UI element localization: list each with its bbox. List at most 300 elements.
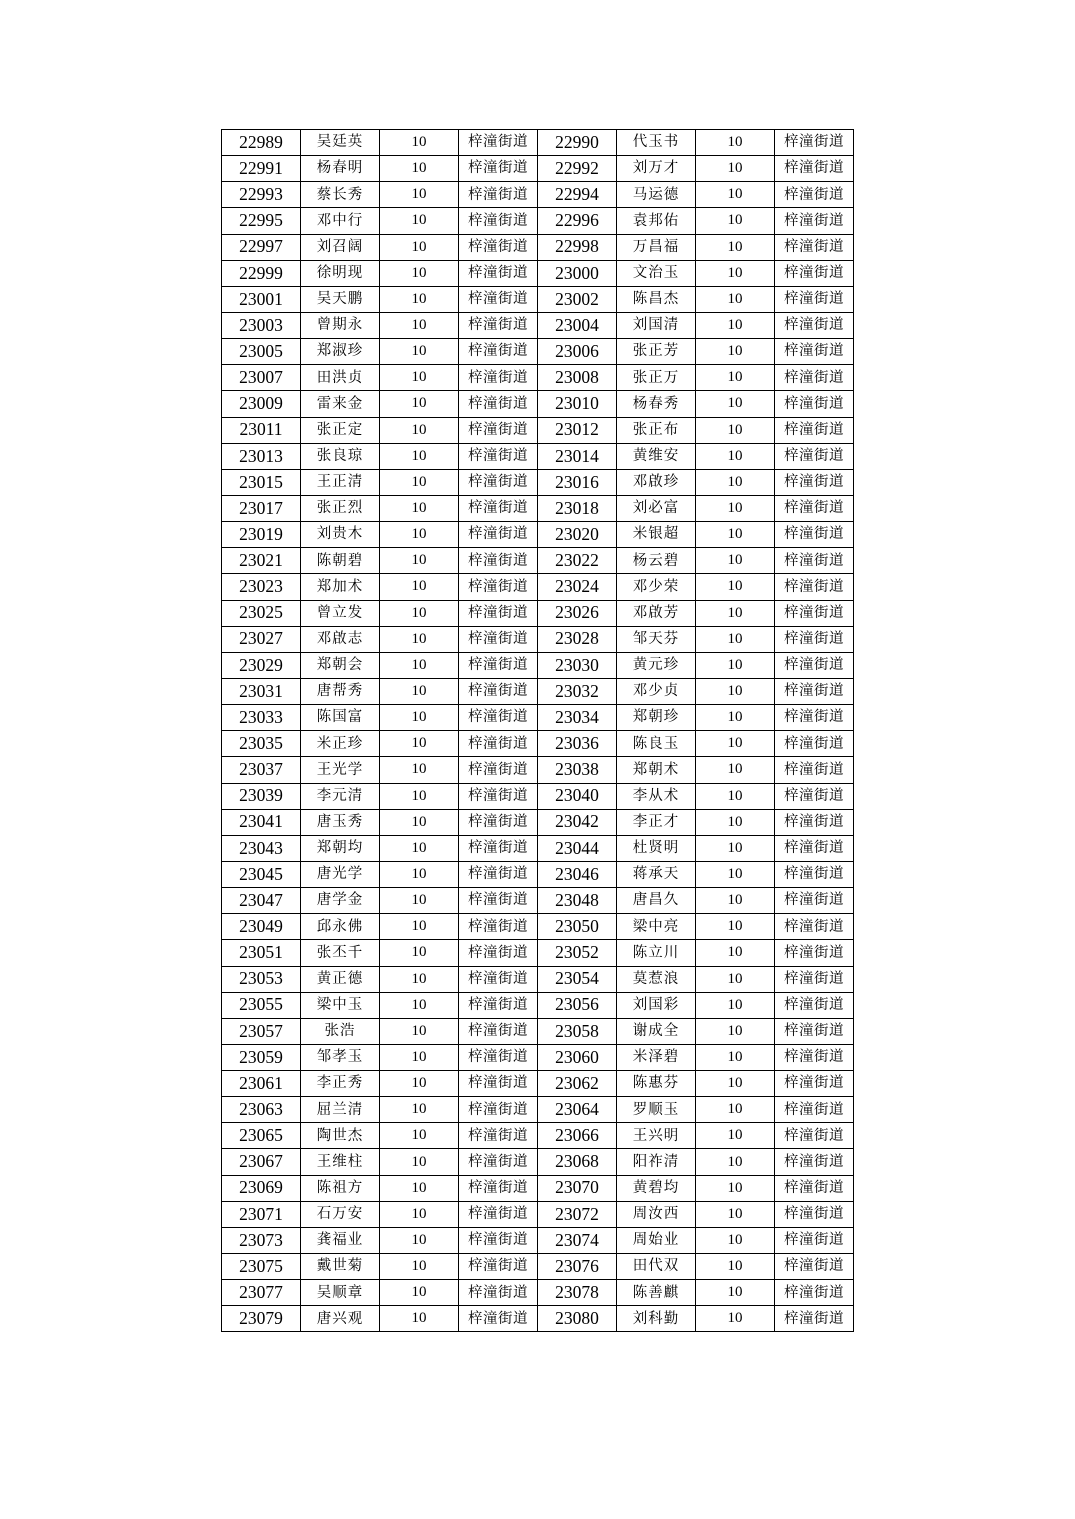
area-cell: 梓潼街道	[775, 1071, 854, 1097]
name-cell: 唐玉秀	[301, 809, 380, 835]
record-id-cell: 23006	[538, 339, 617, 365]
record-id-cell: 23019	[222, 522, 301, 548]
area-cell: 梓潼街道	[775, 940, 854, 966]
amount-cell: 10	[380, 1306, 459, 1332]
name-cell: 李元清	[301, 783, 380, 809]
area-cell: 梓潼街道	[775, 522, 854, 548]
record-id-cell: 23063	[222, 1097, 301, 1123]
name-cell: 周汝西	[617, 1201, 696, 1227]
table-row	[222, 339, 854, 365]
area-cell: 梓潼街道	[775, 626, 854, 652]
amount-cell: 10	[380, 548, 459, 574]
record-id-cell: 23023	[222, 574, 301, 600]
amount-cell: 10	[696, 522, 775, 548]
name-cell: 周始业	[617, 1227, 696, 1253]
name-cell: 戴世菊	[301, 1254, 380, 1280]
record-id-cell: 23046	[538, 861, 617, 887]
amount-cell: 10	[696, 757, 775, 783]
amount-cell: 10	[380, 182, 459, 208]
area-cell: 梓潼街道	[459, 208, 538, 234]
area-cell: 梓潼街道	[775, 1018, 854, 1044]
amount-cell: 10	[380, 1175, 459, 1201]
amount-cell: 10	[696, 574, 775, 600]
table-row	[222, 443, 854, 469]
table-row	[222, 914, 854, 940]
record-id-cell: 23035	[222, 731, 301, 757]
name-cell: 文治玉	[617, 260, 696, 286]
name-cell: 杨云碧	[617, 548, 696, 574]
record-id-cell: 23003	[222, 312, 301, 338]
record-id-cell: 23057	[222, 1018, 301, 1044]
record-id-cell: 23018	[538, 495, 617, 521]
amount-cell: 10	[380, 1018, 459, 1044]
table-row	[222, 417, 854, 443]
area-cell: 梓潼街道	[459, 705, 538, 731]
record-id-cell: 23079	[222, 1306, 301, 1332]
area-cell: 梓潼街道	[459, 626, 538, 652]
area-cell: 梓潼街道	[459, 914, 538, 940]
area-cell: 梓潼街道	[459, 1123, 538, 1149]
name-cell: 龚福业	[301, 1227, 380, 1253]
name-cell: 张正芳	[617, 339, 696, 365]
area-cell: 梓潼街道	[459, 548, 538, 574]
area-cell: 梓潼街道	[459, 156, 538, 182]
record-id-cell: 23068	[538, 1149, 617, 1175]
name-cell: 谢成全	[617, 1018, 696, 1044]
amount-cell: 10	[380, 443, 459, 469]
record-id-cell: 22996	[538, 208, 617, 234]
record-id-cell: 22990	[538, 130, 617, 156]
area-cell: 梓潼街道	[775, 888, 854, 914]
area-cell: 梓潼街道	[459, 495, 538, 521]
amount-cell: 10	[380, 522, 459, 548]
record-id-cell: 23013	[222, 443, 301, 469]
name-cell: 莫惹浪	[617, 966, 696, 992]
record-id-cell: 23009	[222, 391, 301, 417]
amount-cell: 10	[696, 208, 775, 234]
name-cell: 袁邦佑	[617, 208, 696, 234]
name-cell: 郑朝术	[617, 757, 696, 783]
name-cell: 陈立川	[617, 940, 696, 966]
amount-cell: 10	[380, 1123, 459, 1149]
name-cell: 王光学	[301, 757, 380, 783]
area-cell: 梓潼街道	[775, 1097, 854, 1123]
amount-cell: 10	[696, 1201, 775, 1227]
name-cell: 黄正德	[301, 966, 380, 992]
amount-cell: 10	[696, 1254, 775, 1280]
amount-cell: 10	[380, 312, 459, 338]
roster-table-body	[222, 130, 854, 1332]
area-cell: 梓潼街道	[459, 1254, 538, 1280]
area-cell: 梓潼街道	[775, 1175, 854, 1201]
amount-cell: 10	[696, 940, 775, 966]
amount-cell: 10	[696, 809, 775, 835]
amount-cell: 10	[696, 1071, 775, 1097]
record-id-cell: 23056	[538, 992, 617, 1018]
area-cell: 梓潼街道	[775, 600, 854, 626]
name-cell: 刘万才	[617, 156, 696, 182]
area-cell: 梓潼街道	[775, 130, 854, 156]
record-id-cell: 23047	[222, 888, 301, 914]
record-id-cell: 23060	[538, 1044, 617, 1070]
amount-cell: 10	[380, 339, 459, 365]
record-id-cell: 23053	[222, 966, 301, 992]
area-cell: 梓潼街道	[459, 757, 538, 783]
record-id-cell: 23045	[222, 861, 301, 887]
record-id-cell: 23030	[538, 652, 617, 678]
record-id-cell: 22995	[222, 208, 301, 234]
amount-cell: 10	[380, 495, 459, 521]
table-row	[222, 1123, 854, 1149]
name-cell: 曾立发	[301, 600, 380, 626]
amount-cell: 10	[380, 1280, 459, 1306]
area-cell: 梓潼街道	[459, 652, 538, 678]
amount-cell: 10	[380, 417, 459, 443]
name-cell: 杨春明	[301, 156, 380, 182]
name-cell: 蒋承天	[617, 861, 696, 887]
area-cell: 梓潼街道	[459, 443, 538, 469]
area-cell: 梓潼街道	[459, 1306, 538, 1332]
amount-cell: 10	[380, 940, 459, 966]
amount-cell: 10	[696, 731, 775, 757]
name-cell: 王正清	[301, 469, 380, 495]
record-id-cell: 22989	[222, 130, 301, 156]
area-cell: 梓潼街道	[775, 835, 854, 861]
table-row	[222, 600, 854, 626]
record-id-cell: 23020	[538, 522, 617, 548]
record-id-cell: 22997	[222, 234, 301, 260]
record-id-cell: 23022	[538, 548, 617, 574]
name-cell: 陈朝碧	[301, 548, 380, 574]
name-cell: 吴天鹏	[301, 286, 380, 312]
amount-cell: 10	[380, 966, 459, 992]
name-cell: 石万安	[301, 1201, 380, 1227]
amount-cell: 10	[696, 234, 775, 260]
table-row	[222, 495, 854, 521]
name-cell: 刘召阔	[301, 234, 380, 260]
table-row	[222, 1044, 854, 1070]
amount-cell: 10	[380, 626, 459, 652]
amount-cell: 10	[380, 600, 459, 626]
area-cell: 梓潼街道	[775, 417, 854, 443]
table-row	[222, 1227, 854, 1253]
name-cell: 张丕千	[301, 940, 380, 966]
table-row	[222, 888, 854, 914]
area-cell: 梓潼街道	[775, 1306, 854, 1332]
amount-cell: 10	[380, 731, 459, 757]
record-id-cell: 23044	[538, 835, 617, 861]
amount-cell: 10	[696, 130, 775, 156]
record-id-cell: 22993	[222, 182, 301, 208]
name-cell: 黄元珍	[617, 652, 696, 678]
area-cell: 梓潼街道	[775, 783, 854, 809]
name-cell: 马运德	[617, 182, 696, 208]
area-cell: 梓潼街道	[775, 914, 854, 940]
area-cell: 梓潼街道	[775, 574, 854, 600]
amount-cell: 10	[696, 156, 775, 182]
name-cell: 郑朝均	[301, 835, 380, 861]
record-id-cell: 22998	[538, 234, 617, 260]
record-id-cell: 23024	[538, 574, 617, 600]
amount-cell: 10	[696, 443, 775, 469]
record-id-cell: 23001	[222, 286, 301, 312]
record-id-cell: 23067	[222, 1149, 301, 1175]
area-cell: 梓潼街道	[775, 1227, 854, 1253]
amount-cell: 10	[380, 809, 459, 835]
record-id-cell: 23037	[222, 757, 301, 783]
amount-cell: 10	[380, 234, 459, 260]
name-cell: 邓啟芳	[617, 600, 696, 626]
name-cell: 张正烈	[301, 495, 380, 521]
record-id-cell: 23041	[222, 809, 301, 835]
record-id-cell: 23074	[538, 1227, 617, 1253]
amount-cell: 10	[696, 260, 775, 286]
area-cell: 梓潼街道	[459, 1071, 538, 1097]
name-cell: 黄维安	[617, 443, 696, 469]
amount-cell: 10	[380, 992, 459, 1018]
record-id-cell: 23066	[538, 1123, 617, 1149]
name-cell: 陈良玉	[617, 731, 696, 757]
area-cell: 梓潼街道	[459, 1227, 538, 1253]
amount-cell: 10	[380, 783, 459, 809]
table-row	[222, 652, 854, 678]
area-cell: 梓潼街道	[775, 339, 854, 365]
area-cell: 梓潼街道	[459, 1044, 538, 1070]
table-row	[222, 626, 854, 652]
area-cell: 梓潼街道	[775, 652, 854, 678]
area-cell: 梓潼街道	[459, 130, 538, 156]
amount-cell: 10	[380, 888, 459, 914]
name-cell: 黄碧均	[617, 1175, 696, 1201]
record-id-cell: 23071	[222, 1201, 301, 1227]
area-cell: 梓潼街道	[775, 678, 854, 704]
table-row	[222, 757, 854, 783]
area-cell: 梓潼街道	[459, 992, 538, 1018]
amount-cell: 10	[380, 574, 459, 600]
record-id-cell: 23061	[222, 1071, 301, 1097]
area-cell: 梓潼街道	[459, 940, 538, 966]
name-cell: 李从术	[617, 783, 696, 809]
table-row	[222, 992, 854, 1018]
area-cell: 梓潼街道	[775, 1254, 854, 1280]
name-cell: 刘贵木	[301, 522, 380, 548]
name-cell: 刘国彩	[617, 992, 696, 1018]
amount-cell: 10	[380, 678, 459, 704]
name-cell: 陈昌杰	[617, 286, 696, 312]
record-id-cell: 23039	[222, 783, 301, 809]
record-id-cell: 22992	[538, 156, 617, 182]
amount-cell: 10	[380, 156, 459, 182]
amount-cell: 10	[380, 705, 459, 731]
table-row	[222, 260, 854, 286]
area-cell: 梓潼街道	[775, 234, 854, 260]
record-id-cell: 23016	[538, 469, 617, 495]
table-row	[222, 365, 854, 391]
amount-cell: 10	[696, 835, 775, 861]
name-cell: 罗顺玉	[617, 1097, 696, 1123]
name-cell: 邓啟珍	[617, 469, 696, 495]
amount-cell: 10	[696, 1280, 775, 1306]
name-cell: 吴廷英	[301, 130, 380, 156]
amount-cell: 10	[696, 469, 775, 495]
area-cell: 梓潼街道	[459, 182, 538, 208]
area-cell: 梓潼街道	[775, 966, 854, 992]
record-id-cell: 23072	[538, 1201, 617, 1227]
name-cell: 万昌福	[617, 234, 696, 260]
amount-cell: 10	[696, 1123, 775, 1149]
amount-cell: 10	[696, 626, 775, 652]
area-cell: 梓潼街道	[775, 1201, 854, 1227]
amount-cell: 10	[380, 391, 459, 417]
area-cell: 梓潼街道	[775, 469, 854, 495]
amount-cell: 10	[696, 1018, 775, 1044]
record-id-cell: 23007	[222, 365, 301, 391]
area-cell: 梓潼街道	[775, 757, 854, 783]
name-cell: 唐兴观	[301, 1306, 380, 1332]
area-cell: 梓潼街道	[775, 1280, 854, 1306]
area-cell: 梓潼街道	[775, 391, 854, 417]
record-id-cell: 23004	[538, 312, 617, 338]
area-cell: 梓潼街道	[459, 260, 538, 286]
amount-cell: 10	[696, 1227, 775, 1253]
area-cell: 梓潼街道	[459, 312, 538, 338]
amount-cell: 10	[696, 678, 775, 704]
name-cell: 邓啟志	[301, 626, 380, 652]
amount-cell: 10	[380, 1149, 459, 1175]
amount-cell: 10	[696, 339, 775, 365]
amount-cell: 10	[380, 260, 459, 286]
table-row	[222, 1097, 854, 1123]
table-row	[222, 705, 854, 731]
table-row	[222, 208, 854, 234]
area-cell: 梓潼街道	[775, 705, 854, 731]
record-id-cell: 23034	[538, 705, 617, 731]
area-cell: 梓潼街道	[459, 678, 538, 704]
record-id-cell: 23050	[538, 914, 617, 940]
area-cell: 梓潼街道	[459, 888, 538, 914]
table-row	[222, 469, 854, 495]
amount-cell: 10	[380, 1097, 459, 1123]
amount-cell: 10	[696, 417, 775, 443]
record-id-cell: 23017	[222, 495, 301, 521]
amount-cell: 10	[696, 182, 775, 208]
amount-cell: 10	[380, 208, 459, 234]
area-cell: 梓潼街道	[459, 286, 538, 312]
area-cell: 梓潼街道	[775, 861, 854, 887]
record-id-cell: 23070	[538, 1175, 617, 1201]
record-id-cell: 23054	[538, 966, 617, 992]
record-id-cell: 23058	[538, 1018, 617, 1044]
name-cell: 陈祖方	[301, 1175, 380, 1201]
amount-cell: 10	[696, 888, 775, 914]
name-cell: 郑朝珍	[617, 705, 696, 731]
record-id-cell: 23040	[538, 783, 617, 809]
name-cell: 梁中玉	[301, 992, 380, 1018]
amount-cell: 10	[696, 600, 775, 626]
record-id-cell: 23012	[538, 417, 617, 443]
record-id-cell: 23059	[222, 1044, 301, 1070]
amount-cell: 10	[380, 1227, 459, 1253]
record-id-cell: 23051	[222, 940, 301, 966]
amount-cell: 10	[380, 1201, 459, 1227]
record-id-cell: 23042	[538, 809, 617, 835]
area-cell: 梓潼街道	[775, 312, 854, 338]
table-row	[222, 966, 854, 992]
record-id-cell: 23033	[222, 705, 301, 731]
record-id-cell: 23015	[222, 469, 301, 495]
amount-cell: 10	[380, 757, 459, 783]
name-cell: 邓少贞	[617, 678, 696, 704]
table-row	[222, 286, 854, 312]
table-row	[222, 678, 854, 704]
table-row	[222, 1254, 854, 1280]
table-row	[222, 1149, 854, 1175]
table-row	[222, 1201, 854, 1227]
record-id-cell: 23021	[222, 548, 301, 574]
name-cell: 张正定	[301, 417, 380, 443]
name-cell: 邹孝玉	[301, 1044, 380, 1070]
table-row	[222, 940, 854, 966]
amount-cell: 10	[696, 1306, 775, 1332]
amount-cell: 10	[380, 652, 459, 678]
record-id-cell: 23032	[538, 678, 617, 704]
record-id-cell: 23077	[222, 1280, 301, 1306]
name-cell: 郑朝会	[301, 652, 380, 678]
table-row	[222, 1071, 854, 1097]
area-cell: 梓潼街道	[459, 835, 538, 861]
record-id-cell: 23043	[222, 835, 301, 861]
area-cell: 梓潼街道	[775, 1149, 854, 1175]
name-cell: 邓少荣	[617, 574, 696, 600]
amount-cell: 10	[380, 286, 459, 312]
area-cell: 梓潼街道	[459, 861, 538, 887]
area-cell: 梓潼街道	[775, 548, 854, 574]
table-row	[222, 574, 854, 600]
area-cell: 梓潼街道	[459, 1018, 538, 1044]
table-row	[222, 234, 854, 260]
record-id-cell: 23011	[222, 417, 301, 443]
record-id-cell: 23036	[538, 731, 617, 757]
table-row	[222, 391, 854, 417]
amount-cell: 10	[696, 966, 775, 992]
area-cell: 梓潼街道	[459, 365, 538, 391]
name-cell: 米银超	[617, 522, 696, 548]
area-cell: 梓潼街道	[459, 234, 538, 260]
amount-cell: 10	[696, 548, 775, 574]
record-id-cell: 23078	[538, 1280, 617, 1306]
area-cell: 梓潼街道	[459, 809, 538, 835]
name-cell: 杨春秀	[617, 391, 696, 417]
name-cell: 李正才	[617, 809, 696, 835]
record-id-cell: 23065	[222, 1123, 301, 1149]
name-cell: 梁中亮	[617, 914, 696, 940]
area-cell: 梓潼街道	[775, 443, 854, 469]
area-cell: 梓潼街道	[459, 391, 538, 417]
area-cell: 梓潼街道	[775, 208, 854, 234]
table-row	[222, 182, 854, 208]
area-cell: 梓潼街道	[775, 286, 854, 312]
record-id-cell: 23028	[538, 626, 617, 652]
record-id-cell: 23069	[222, 1175, 301, 1201]
roster-table	[221, 129, 854, 1332]
table-row	[222, 156, 854, 182]
name-cell: 曾期永	[301, 312, 380, 338]
area-cell: 梓潼街道	[775, 809, 854, 835]
record-id-cell: 23002	[538, 286, 617, 312]
amount-cell: 10	[696, 286, 775, 312]
area-cell: 梓潼街道	[775, 260, 854, 286]
amount-cell: 10	[380, 1044, 459, 1070]
